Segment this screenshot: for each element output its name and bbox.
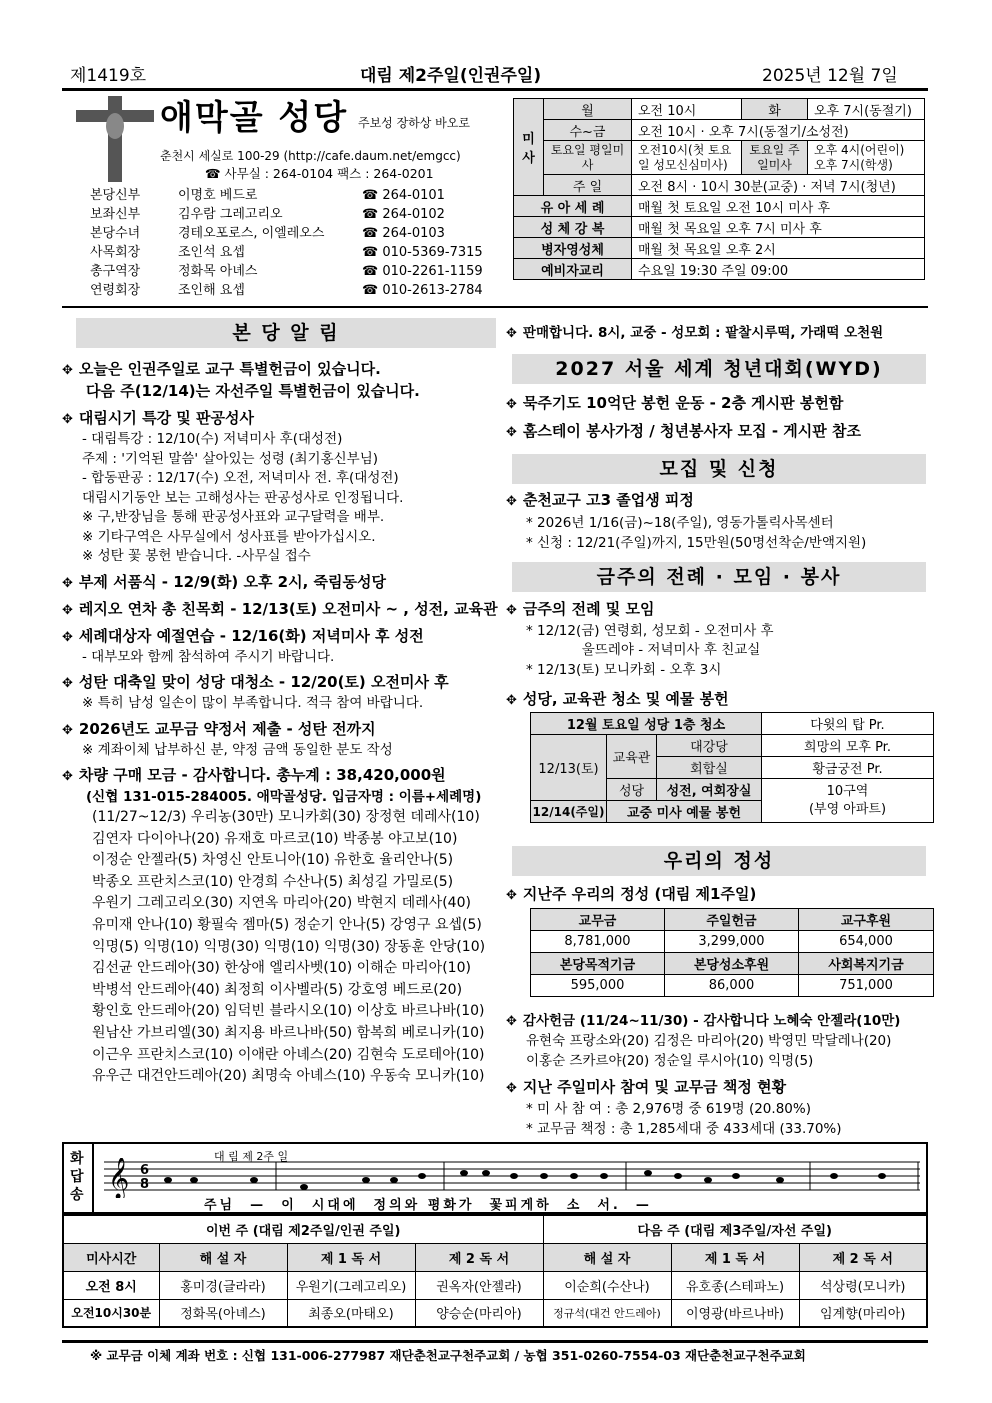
offering-value: 3,299,000 xyxy=(665,931,799,953)
readers-head: 제 2 독 서 xyxy=(799,1243,927,1271)
staff-tel: ☎ 010-5369-7315 xyxy=(362,245,483,260)
recruit-detail: * 신청 : 12/21(주일)까지, 15만원(50명선착순/반액지원) xyxy=(526,535,867,551)
thanks-line: 유현숙 프랑소와(20) 김정은 마리아(20) 박영민 막달레나(20) xyxy=(526,1033,892,1049)
readers-cell: 오전 8시 xyxy=(63,1271,159,1299)
wyd-item-text: 묵주기도 10억단 봉헌 운동 - 2층 게시판 봉헌함 xyxy=(522,394,844,412)
offering-head: 교무금 xyxy=(531,909,665,931)
notice-item-continued: 다음 주(12/14)는 자선주일 특별헌금이 있습니다. xyxy=(86,382,420,400)
staff-name: 이명호 베드로 xyxy=(178,188,258,203)
staff-name: 경테오포로스, 이엘레오스 xyxy=(178,226,325,241)
mass-time: 오후 4시(어린이) 오후 7시(학생) xyxy=(808,141,925,175)
notice-item-text: 세례대상자 예절연습 - 12/16(화) 저녁미사 후 성전 xyxy=(78,626,424,645)
week-detail: * 12/12(금) 연령회, 성모회 - 오전미사 후 xyxy=(526,623,774,639)
offering-head: 본당성소후원 xyxy=(665,953,799,975)
week-item-text: 금주의 전례 및 모임 xyxy=(522,600,655,618)
offering-table xyxy=(530,908,934,997)
donor-line: 박종오 프란치스코(10) 안경희 수산나(5) 최성길 가밀로(5) xyxy=(92,873,454,890)
bullet-icon: ✥ xyxy=(506,693,517,708)
mass-time: 오전 8시 · 10시 30분(교중) · 저녁 7시(청년) xyxy=(632,175,925,196)
notice-item xyxy=(62,358,381,382)
mass-day: 월 xyxy=(544,99,632,120)
readers-cell: 임계향(마리아) xyxy=(799,1299,927,1327)
notice-item xyxy=(62,764,446,788)
clean-item-text: 성당, 교육관 청소 및 예물 봉헌 xyxy=(522,690,729,708)
sacrament-value: 매월 첫 토요일 오전 10시 미사 후 xyxy=(632,196,925,217)
readers-head: 해 설 자 xyxy=(543,1243,671,1271)
clean-head: 12월 토요일 성당 1층 청소 xyxy=(531,713,762,735)
readers-table xyxy=(62,1214,928,1328)
staff-name: 김우람 그레고리오 xyxy=(178,207,283,222)
donor-line: 박병석 안드레아(40) 최정희 이사벨라(5) 강호영 베드로(20) xyxy=(92,981,463,998)
offering-head: 교구후원 xyxy=(799,909,934,931)
readers-cell: 양승순(마리아) xyxy=(415,1299,543,1327)
treble-clef-icon: 𝄞 xyxy=(108,1158,130,1198)
notice-detail: ※ 구,반장님을 통해 판공성사표와 교구달력을 배부. xyxy=(82,509,385,525)
readers-this-week: 이번 주 (대림 제2주일/인권 주일) xyxy=(63,1215,543,1243)
readers-cell: 정화목(아녜스) xyxy=(159,1299,287,1327)
sacrament-value: 매월 첫 목요일 오후 2시 xyxy=(632,238,925,259)
donor-line: (11/27~12/3) 우리농(30만) 모니카회(30) 장정현 데레사(10) xyxy=(92,809,480,825)
cleaning-table xyxy=(530,712,934,823)
bullet-icon: ✥ xyxy=(62,575,73,591)
section-title-recruit: 모집 및 신청 xyxy=(512,454,926,484)
notice-detail: ※ 기타구역은 사무실에서 성사표를 받아가십시오. xyxy=(82,528,376,545)
notice-detail: - 합동판공 : 12/17(수) 오전, 저녁미사 전. 후(대성전) xyxy=(82,470,399,486)
donation-account: (신협 131-015-284005. 애막골성당. 입금자명 : 이름+세례명) xyxy=(86,789,482,805)
offering-item-text: 지난주 우리의 정성 (대림 제1주일) xyxy=(522,885,757,903)
masthead-rule xyxy=(62,306,928,308)
parish-patron: 주보성 장하상 바오로 xyxy=(358,116,470,130)
sacrament-label: 유 아 세 례 xyxy=(514,196,632,217)
notice-item-text: 차량 구매 모금 - 감사합니다. 총누계 : 38,420,000원 xyxy=(78,766,446,784)
readers-cell: 유호종(스테파노) xyxy=(671,1271,799,1299)
clean-head-value: 다윗의 탑 Pr. xyxy=(762,713,934,735)
mass-day: 화 xyxy=(742,99,808,120)
sale-notice xyxy=(506,322,883,345)
mass-day: 토요일 평일미사 xyxy=(544,141,632,175)
section-title-wyd: 2027 서울 세계 청년대회(WYD) xyxy=(512,354,926,384)
readers-cell: 정규석(대건 안드레아) xyxy=(543,1299,671,1327)
bullet-icon: ✥ xyxy=(506,397,517,412)
issue-date: 2025년 12월 7일 xyxy=(762,66,898,86)
clean-edu: 교육관 xyxy=(607,735,657,779)
staff-tel: ☎ 010-2261-1159 xyxy=(362,264,483,279)
donor-line: 유미재 안나(10) 황필숙 젬마(5) 정순기 안나(5) 강영구 요셉(5) xyxy=(92,917,482,933)
notice-detail: ※ 특히 남성 일손이 많이 부족합니다. 적극 참여 바랍니다. xyxy=(82,695,424,711)
mass-day: 주 일 xyxy=(544,175,632,196)
readers-cell: 이영광(바르나바) xyxy=(671,1299,799,1327)
staff-name: 정화목 아녜스 xyxy=(178,264,258,279)
wyd-item-text: 홈스테이 봉사가정 / 청년봉사자 모집 - 게시판 참조 xyxy=(522,422,861,440)
readers-next-week: 다음 주 (대림 제3주일/자선 주일) xyxy=(543,1215,927,1243)
office-tel: ☎ 사무실 : 264-0104 팩스 : 264-0201 xyxy=(205,166,434,181)
psalm-box xyxy=(62,1142,928,1214)
bullet-icon: ✥ xyxy=(62,363,73,378)
bullet-icon: ✥ xyxy=(62,412,73,427)
donor-line: 원남산 가브리엘(30) 최지용 바르나바(50) 함복희 베로니카(10) xyxy=(92,1025,485,1041)
attend-item xyxy=(506,1076,786,1100)
mass-time: 오전10시(첫 토요일 성모신심미사) xyxy=(632,141,742,175)
bullet-icon: ✥ xyxy=(62,769,73,784)
bullet-icon: ✥ xyxy=(506,425,517,440)
psalm-label: 화답송 xyxy=(70,1151,84,1203)
readers-head: 제 2 독 서 xyxy=(415,1243,543,1271)
mass-time: 오전 10시 xyxy=(632,99,742,120)
bullet-icon: ✥ xyxy=(506,888,517,903)
parish-address: 춘천시 세실로 100-29 (http://cafe.daum.net/emgcc) xyxy=(160,149,461,163)
wyd-item xyxy=(506,420,861,444)
clean-offer: 교중 미사 예물 봉헌 xyxy=(607,801,762,823)
notice-item-text: 대림시기 특강 및 판공성사 xyxy=(78,409,254,427)
readers-cell: 권옥자(안젤라) xyxy=(415,1271,543,1299)
readers-cell: 홍미경(글라라) xyxy=(159,1271,287,1299)
psalm-divider xyxy=(92,1144,94,1212)
clean-church: 성당 xyxy=(607,779,657,801)
readers-head: 제 1 독 서 xyxy=(287,1243,415,1271)
crucifix-logo xyxy=(76,96,156,182)
thanks-item xyxy=(506,1010,900,1033)
staff-name: 조인석 요셉 xyxy=(178,245,245,260)
clean-item xyxy=(506,688,729,712)
donor-line: 이정순 안젤라(5) 차영신 안토니아(10) 유한호 율리안나(5) xyxy=(92,852,454,869)
mass-time: 오전 10시 · 오후 7시(동절기/소성전) xyxy=(632,120,925,141)
notice-item xyxy=(62,625,424,649)
thanks-item-text: 감사헌금 (11/24~11/30) - 감사합니다 노혜숙 안젤라(10만) xyxy=(522,1013,901,1029)
offering-value: 8,781,000 xyxy=(531,931,665,953)
readers-cell: 우원기(그레고리오) xyxy=(287,1271,415,1299)
clean-group: 10구역 xyxy=(826,783,869,799)
wyd-item xyxy=(506,392,843,416)
notice-item xyxy=(62,407,254,431)
clean-date: 12/14(주일) xyxy=(531,801,607,823)
bullet-icon: ✥ xyxy=(62,602,73,618)
bullet-icon: ✥ xyxy=(506,1014,517,1029)
donor-line: 황인호 안드레아(20) 임덕빈 블라시오(10) 이상호 바르나바(10) xyxy=(92,1003,485,1020)
bullet-icon: ✥ xyxy=(62,629,73,645)
time-signature: 8 xyxy=(140,1177,150,1192)
clean-place: 성전, 여회장실 xyxy=(657,779,762,801)
sacrament-value: 매월 첫 목요일 오후 7시 미사 후 xyxy=(632,217,925,238)
time-signature: 6 xyxy=(140,1163,150,1178)
mass-day: 수~금 xyxy=(544,120,632,141)
recruit-item xyxy=(506,489,694,513)
donor-line: 익명(5) 익명(10) 익명(30) 익명(10) 익명(30) 장동훈 안당(10) xyxy=(92,938,486,955)
attend-item-text: 지난 주일미사 참여 및 교무금 책정 현황 xyxy=(522,1078,787,1096)
bullet-icon: ✥ xyxy=(506,326,517,341)
section-title-week: 금주의 전례 · 모임 · 봉사 xyxy=(512,562,926,592)
thanks-line: 이홍순 즈카르야(20) 정순일 루시아(10) 익명(5) xyxy=(526,1053,814,1069)
week-detail: * 12/13(토) 모니카회 - 오후 3시 xyxy=(526,662,722,678)
header-rule xyxy=(62,88,928,91)
staff-tel: ☎ 264-0103 xyxy=(362,226,445,241)
notice-item-text: 오늘은 인권주일로 교구 특별헌금이 있습니다. xyxy=(78,360,381,378)
account-footer: ※ 교무금 이체 계좌 번호 : 신협 131-006-277987 재단춘천교구천주교회 / 농협 351-0260-7554-03 재단춘천교구천주교회 xyxy=(90,1348,806,1363)
offering-value: 751,000 xyxy=(799,975,934,997)
readers-cell: 최종오(마태오) xyxy=(287,1299,415,1327)
sacrament-label: 병자영성체 xyxy=(514,238,632,259)
staff-role: 연령회장 xyxy=(90,283,141,298)
week-item xyxy=(506,598,655,622)
bullet-icon: ✥ xyxy=(62,676,73,691)
bullet-icon: ✥ xyxy=(62,722,73,738)
notice-detail: 대림시기동안 보는 고해성사는 판공성사로 인정됩니다. xyxy=(82,489,404,506)
week-detail: 울뜨레야 - 저녁미사 후 친교실 xyxy=(526,642,761,658)
psalm-staff xyxy=(104,1158,924,1198)
mass-day: 토요일 주일미사 xyxy=(742,141,808,175)
staff-role: 총구역장 xyxy=(90,264,141,279)
footer-rule xyxy=(62,1340,928,1343)
notice-detail: - 대부모와 함께 참석하여 주시기 바랍니다. xyxy=(82,648,335,665)
clean-place: 대강당 xyxy=(657,735,762,757)
psalm-lyrics: 주님 — 이 시대에 정의와 평화가 꽃피게하 소 서. — xyxy=(204,1198,652,1213)
clean-date: 12/13(토) xyxy=(531,735,607,801)
staff-tel: ☎ 264-0102 xyxy=(362,207,445,222)
notice-item-text: 부제 서품식 - 12/9(화) 오후 2시, 죽림동성당 xyxy=(78,572,386,591)
parish-name: 애막골 성당 xyxy=(160,98,349,138)
donor-line: 김선균 안드레아(30) 한상애 엘리사벳(10) 이해순 마리아(10) xyxy=(92,960,471,977)
donor-line: 김연자 다이아나(20) 유재호 마르코(10) 박종봉 야고보(10) xyxy=(92,830,458,847)
mass-side-label: 미사 xyxy=(514,99,544,196)
notice-item xyxy=(62,598,498,622)
readers-head: 미사시간 xyxy=(63,1243,159,1271)
bullet-icon: ✥ xyxy=(506,1081,517,1096)
clean-group: 희망의 모후 Pr. xyxy=(762,735,934,757)
staff-role: 본당수녀 xyxy=(90,226,141,241)
mass-schedule-table xyxy=(513,98,925,280)
clean-place: 회합실 xyxy=(657,757,762,779)
notice-item xyxy=(62,671,449,695)
attend-line: * 미 사 참 여 : 총 2,976명 중 619명 (20.80%) xyxy=(526,1101,811,1117)
psalm-caption: 대 림 제 2주 일 xyxy=(214,1150,289,1163)
notice-item-text: 2026년도 교무금 약정서 제출 - 성탄 전까지 xyxy=(78,719,376,738)
staff-role: 본당신부 xyxy=(90,188,141,203)
donor-line: 유우근 대건안드레아(20) 최명숙 아녜스(10) 우동숙 모니카(10) xyxy=(92,1068,485,1085)
clean-group-sub: (부영 아파트) xyxy=(808,801,887,817)
readers-head: 제 1 독 서 xyxy=(671,1243,799,1271)
sacrament-value: 수요일 19:30 주일 09:00 xyxy=(632,259,925,280)
readers-cell: 이순희(수산나) xyxy=(543,1271,671,1299)
notice-item-text: 성탄 대축일 맞이 성당 대청소 - 12/20(토) 오전미사 후 xyxy=(78,673,449,691)
attend-line: * 교무금 책정 : 총 1,285세대 중 433세대 (33.70%) xyxy=(526,1121,842,1137)
section-title-notices: 본 당 알 림 xyxy=(76,318,496,348)
staff-tel: ☎ 264-0101 xyxy=(362,188,445,203)
notice-detail: - 대림특강 : 12/10(수) 저녁미사 후(대성전) xyxy=(82,431,343,447)
recruit-detail: * 2026년 1/16(금)~18(주일), 영동가톨릭사목센터 xyxy=(526,515,834,531)
offering-head: 주일헌금 xyxy=(665,909,799,931)
recruit-item-text: 춘천교구 고3 졸업생 피정 xyxy=(522,491,694,509)
sale-text: 판매합니다. 8시, 교중 - 성모회 : 팥찰시루떡, 가래떡 오천원 xyxy=(522,325,884,341)
notice-item-text: 레지오 연차 총 친목회 - 12/13(토) 오전미사 ~ , 성전, 교육관 xyxy=(78,599,498,618)
offering-value: 654,000 xyxy=(799,931,934,953)
staff-tel: ☎ 010-2613-2784 xyxy=(362,283,483,298)
readers-cell: 오전10시30분 xyxy=(63,1299,159,1327)
bullet-icon: ✥ xyxy=(506,494,517,509)
notice-detail: ※ 계좌이체 납부하신 분, 약정 금액 동일한 분도 작성 xyxy=(82,741,393,758)
donor-line: 이근우 프란치스코(10) 이애란 아녜스(20) 김현숙 도로테아(10) xyxy=(92,1046,485,1063)
staff-role: 보좌신부 xyxy=(90,207,141,222)
issue-number: 제1419호 xyxy=(70,66,147,86)
mass-time: 오후 7시(동절기) xyxy=(808,99,925,120)
offering-head: 본당목적기금 xyxy=(531,953,665,975)
sacrament-label: 예비자교리 xyxy=(514,259,632,280)
bullet-icon: ✥ xyxy=(506,603,517,618)
liturgy-title: 대림 제2주일(인권주일) xyxy=(360,66,542,86)
offering-value: 86,000 xyxy=(665,975,799,997)
notice-detail: 주제 : '기억된 말씀' 살아있는 성령 (최기홍신부님) xyxy=(82,450,379,467)
notice-item xyxy=(62,571,386,595)
readers-cell: 석상령(모니카) xyxy=(799,1271,927,1299)
sacrament-label: 성 체 강 복 xyxy=(514,217,632,238)
offering-head: 사회복지기금 xyxy=(799,953,934,975)
staff-name: 조인해 요셉 xyxy=(178,283,245,298)
staff-role: 사목회장 xyxy=(90,245,141,260)
notice-item xyxy=(62,718,376,742)
donor-line: 우원기 그레고리오(30) 지연옥 마리아(20) 박현지 데레사(40) xyxy=(92,895,471,912)
clean-group-cell xyxy=(762,779,934,823)
notice-detail: ※ 성탄 꽃 봉헌 받습니다. -사무실 접수 xyxy=(82,548,311,564)
offering-item xyxy=(506,883,756,907)
readers-head: 해 설 자 xyxy=(159,1243,287,1271)
clean-group: 황금궁전 Pr. xyxy=(762,757,934,779)
offering-value: 595,000 xyxy=(531,975,665,997)
section-title-offering: 우리의 정성 xyxy=(512,846,926,876)
